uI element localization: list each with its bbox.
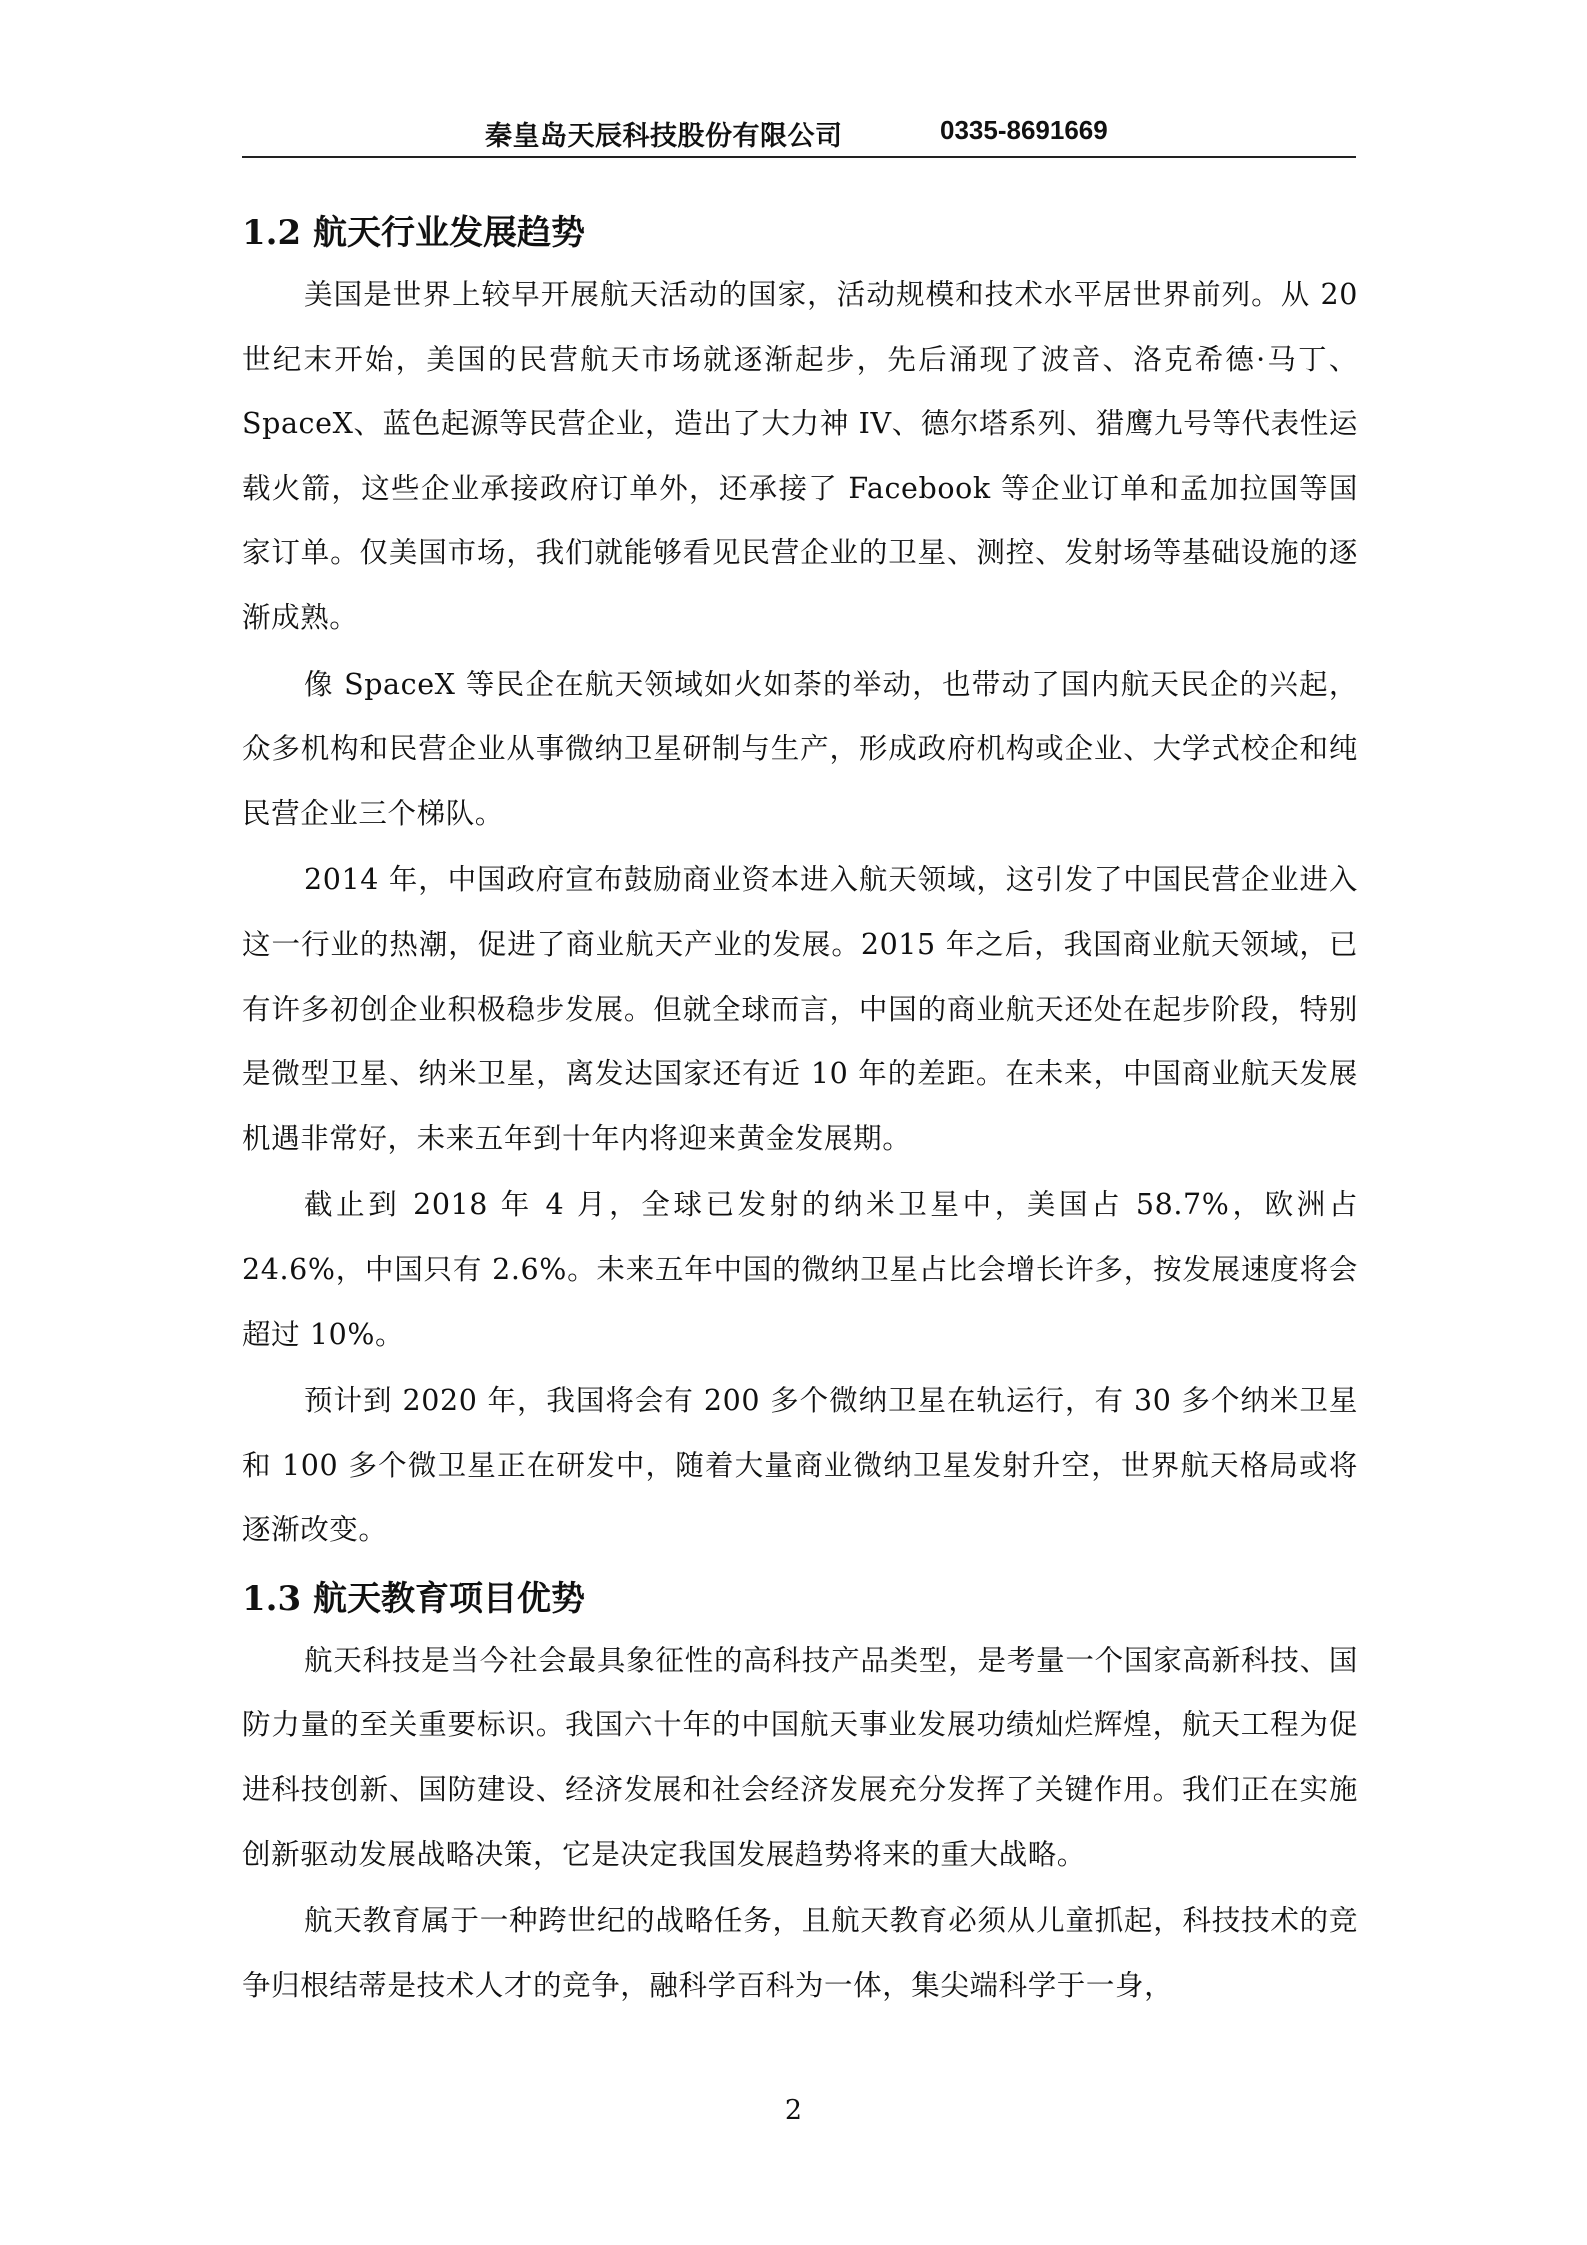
header-phone-number: 0335-8691669 — [940, 115, 1108, 145]
page-number: 2 — [784, 2095, 803, 2126]
document-body — [242, 205, 1358, 2018]
page-header — [242, 112, 1356, 158]
paragraph: 像 SpaceX 等民企在航天领域如火如荼的举动，也带动了国内航天民企的兴起，众多机构和民营企业从事微纳卫星研制与生产，形成政府机构或企业、大学式校企和纯民营企业三个梯队。 — [242, 667, 1358, 830]
section-heading-1-3: 1.3 航天教育项目优势 — [242, 1578, 585, 1619]
header-company-name: 秦皇岛天辰科技股份有限公司 — [485, 121, 843, 152]
paragraph: 航天教育属于一种跨世纪的战略任务，且航天教育必须从儿童抓起，科技技术的竞争归根结蒂是技术人才的竞争，融科学百科为一体，集尖端科学于一身， — [242, 1904, 1358, 2002]
paragraph: 2014 年，中国政府宣布鼓励商业资本进入航天领域，这引发了中国民营企业进入这一行业的热潮，促进了商业航天产业的发展。2015 年之后，我国商业航天领域，已有许多初创企业积极稳步发展。但就全球而言，中国的商业航天还处在起步阶段，特别是微型卫星、纳米卫星，离发达国家还有近 10 年的差距。在未来，中国商业航天发展机遇非常好，未来五年到十年内将迎来黄金发展期。 — [242, 863, 1358, 1155]
paragraph: 航天科技是当今社会最具象征性的高科技产品类型，是考量一个国家高新科技、国防力量的至关重要标识。我国六十年的中国航天事业发展功绩灿烂辉煌，航天工程为促进科技创新、国防建设、经济发展和社会经济发展充分发挥了关键作用。我们正在实施创新驱动发展战略决策，它是决定我国发展趋势将来的重大战略。 — [242, 1643, 1358, 1871]
paragraph: 美国是世界上较早开展航天活动的国家，活动规模和技术水平居世界前列。从 20 世纪末开始，美国的民营航天市场就逐渐起步，先后涌现了波音、洛克希德·马丁、SpaceX、蓝色起源等民营企业，造出了大力神 IV、德尔塔系列、猎鹰九号等代表性运载火箭，这些企业承接政府订单外，还承接了 Facebook 等企业订单和孟加拉国等国家订单。仅美国市场，我们就能够看见民营企业的卫星、测控、发射场等基础设施的逐渐成熟。 — [242, 278, 1358, 634]
paragraph: 预计到 2020 年，我国将会有 200 多个微纳卫星在轨运行，有 30 多个纳米卫星和 100 多个微卫星正在研发中，随着大量商业微纳卫星发射升空，世界航天格局或将逐渐改变。 — [242, 1384, 1358, 1547]
section-heading-1-2: 1.2 航天行业发展趋势 — [242, 213, 585, 253]
paragraph: 截止到 2018 年 4 月，全球已发射的纳米卫星中，美国占 58.7%，欧洲占 24.6%，中国只有 2.6%。未来五年中国的微纳卫星占比会增长许多，按发展速度将会超过 10%。 — [242, 1188, 1358, 1351]
